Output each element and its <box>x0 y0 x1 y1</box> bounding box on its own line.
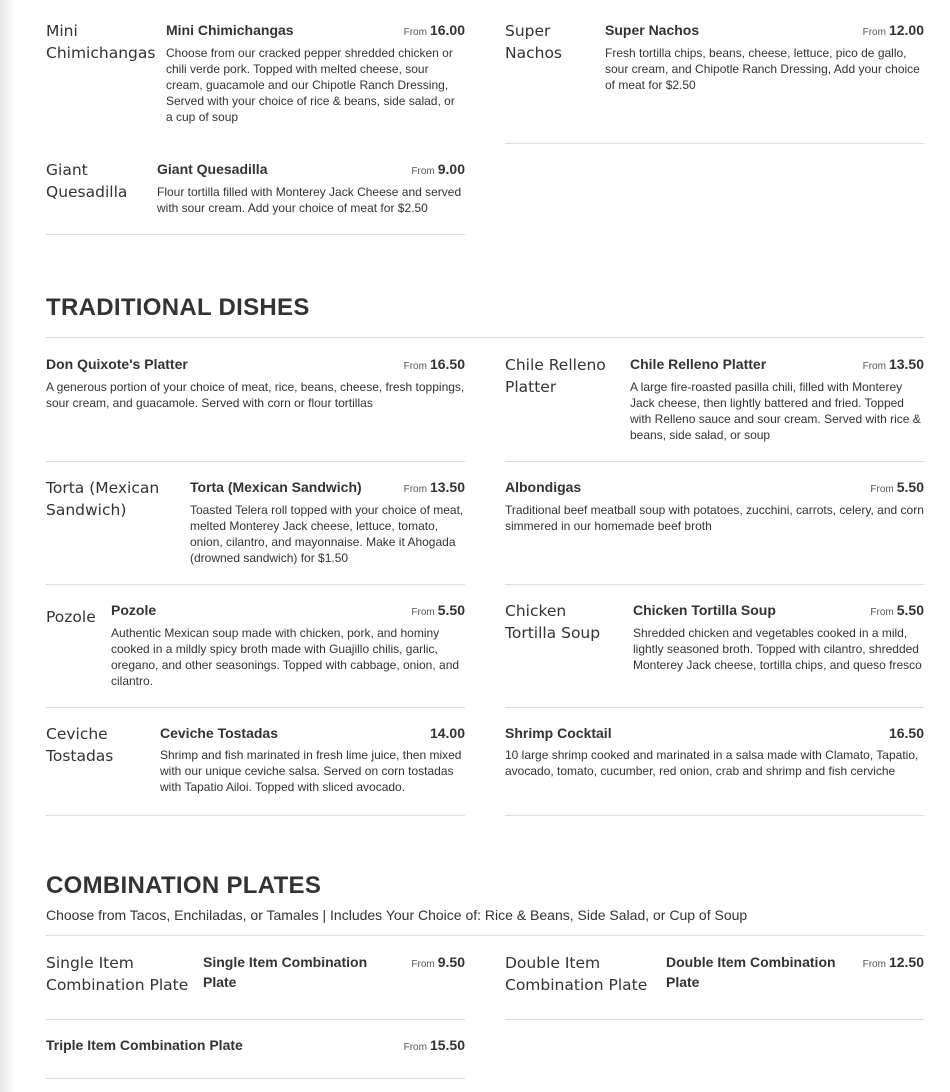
divider <box>46 707 465 708</box>
item-price: From 9.00 <box>411 161 465 177</box>
item-description: Shrimp and fish marinated in fresh lime juice, then mixed with our unique ceviche salsa. Served on corn tostadas with Tapatio Ailoi. Topped with sliced avocado. <box>160 748 462 794</box>
item-description: Authentic Mexican soup made with chicken, pork, and hominy cooked in a mildly spicy broth made with Guajillo chilis, garlic, oregano, and other seasonings. Topped with cabbage, onion, and cilantro. <box>111 626 460 688</box>
divider <box>46 461 465 462</box>
menu-item-albondigas[interactable] <box>505 477 924 572</box>
item-price: From 5.50 <box>411 602 465 618</box>
item-price: 14.00 <box>429 725 465 741</box>
item-price: From 13.50 <box>403 479 465 495</box>
item-name: Chicken Tortilla Soup <box>633 602 776 618</box>
menu-item-shrimp-cocktail[interactable] <box>505 723 924 813</box>
item-name: Super Nachos <box>605 22 700 38</box>
item-name: Chile Relleno Platter <box>630 356 767 372</box>
item-image[interactable]: Super Nachos <box>505 22 562 62</box>
section-divider <box>46 935 924 936</box>
item-price: From 15.50 <box>403 1037 465 1053</box>
divider <box>46 815 465 816</box>
divider <box>46 584 465 585</box>
divider <box>46 234 465 235</box>
divider <box>46 1078 465 1079</box>
menu-item-mini-chimichangas[interactable] <box>46 20 465 140</box>
menu-item-don-quixotes-platter[interactable] <box>46 354 465 444</box>
item-image[interactable]: Chicken Tortilla Soup <box>505 602 601 642</box>
section-subtitle-combination: Choose from Tacos, Enchiladas, or Tamales | Includes Your Choice of: Rice & Beans, Side Salad, or Cup of Soup <box>46 907 748 923</box>
item-price: 16.50 <box>888 725 924 741</box>
item-price: From 16.50 <box>403 356 465 372</box>
item-image[interactable]: Double Item Combination Plate <box>505 954 648 994</box>
item-price: From 13.50 <box>862 356 924 372</box>
item-name: Torta (Mexican Sandwich) <box>190 479 362 495</box>
divider <box>505 707 924 708</box>
item-image[interactable]: Torta (Mexican Sandwich) <box>46 479 160 519</box>
item-description: 10 large shrimp cooked and marinated in a salsa made with Clamato, Tapatio, avocado, tomato, cucumber, red onion, crab and shrimp and fish cerviche <box>505 748 919 778</box>
item-price: From 12.50 <box>862 954 924 970</box>
menu-item-chile-relleno-platter[interactable] <box>505 354 924 449</box>
item-name: Single Item Combination Plate <box>203 954 368 990</box>
menu-item-pozole[interactable] <box>46 600 465 695</box>
item-description: Flour tortilla filled with Monterey Jack Cheese and served with sour cream. Add your choice of meat for $2.50 <box>157 185 462 215</box>
item-price: From 5.50 <box>870 602 924 618</box>
menu-item-double-combination[interactable] <box>505 952 924 1012</box>
item-name: Shrimp Cocktail <box>505 725 612 741</box>
menu-item-giant-quesadilla[interactable] <box>46 159 465 229</box>
item-image[interactable]: Single Item Combination Plate <box>46 954 189 994</box>
item-name: Albondigas <box>505 479 582 495</box>
item-name: Pozole <box>111 602 157 618</box>
divider <box>505 461 924 462</box>
divider <box>505 143 924 144</box>
item-image[interactable]: Pozole <box>46 608 96 626</box>
item-image[interactable]: Chile Relleno Platter <box>505 356 606 396</box>
item-description: Traditional beef meatball soup with potatoes, zucchini, carrots, celery, and corn simmered in our homemade beef broth <box>505 503 924 533</box>
section-title-combination: COMBINATION PLATES <box>46 872 322 899</box>
item-price: From 5.50 <box>870 479 924 495</box>
item-description: Shredded chicken and vegetables cooked in a mild, lightly seasoned broth. Topped with cilantro, shredded Monterey Jack cheese, tortilla chips, and queso fresco <box>633 626 922 672</box>
item-image[interactable]: Giant Quesadilla <box>46 161 128 201</box>
item-description: Toasted Telera roll topped with your choice of meat, melted Monterey Jack cheese, lettuce, tomato, onion, cilantro, and mayonnaise. Make it Ahogada (drowned sandwich) for $1.50 <box>190 503 464 565</box>
divider <box>505 584 924 585</box>
divider <box>46 1019 465 1020</box>
item-price: From 16.00 <box>403 22 465 38</box>
item-name: Giant Quesadilla <box>157 161 268 177</box>
item-description: Choose from our cracked pepper shredded chicken or chili verde pork. Topped with melted cheese, sour cream, guacamole and our Chipotle Ranch Dressing, Served with your choice of rice & beans, side salad, or a cup of soup <box>166 46 455 124</box>
menu-item-chicken-tortilla-soup[interactable] <box>505 600 924 695</box>
item-description: Fresh tortilla chips, beans, cheese, lettuce, pico de gallo, sour cream, and Chipotle Ranch Dressing, Add your choice of meat for $2.50 <box>605 46 920 92</box>
item-name: Don Quixote's Platter <box>46 356 188 372</box>
item-name: Double Item Combination Plate <box>666 954 836 990</box>
divider <box>505 1019 924 1020</box>
item-image[interactable]: Ceviche Tostadas <box>46 725 114 765</box>
item-description: A generous portion of your choice of meat, rice, beans, cheese, fresh toppings, sour cream, and guacamole. Served with corn or flour tortillas <box>46 380 465 410</box>
item-image[interactable]: Mini Chimichangas <box>46 22 156 62</box>
item-name: Mini Chimichangas <box>166 22 294 38</box>
section-title-traditional: TRADITIONAL DISHES <box>46 294 310 321</box>
menu-item-single-combination[interactable] <box>46 952 465 1012</box>
section-divider <box>46 337 924 338</box>
menu-item-torta[interactable] <box>46 477 465 572</box>
menu-item-super-nachos[interactable] <box>505 20 924 130</box>
page-left-shadow <box>0 0 14 1092</box>
menu-item-triple-combination[interactable] <box>46 1035 465 1065</box>
item-name: Ceviche Tostadas <box>160 725 279 741</box>
divider <box>505 815 924 816</box>
menu-item-ceviche-tostadas[interactable] <box>46 723 465 813</box>
item-name: Triple Item Combination Plate <box>46 1037 243 1053</box>
item-price: From 9.50 <box>411 954 465 970</box>
item-description: A large fire-roasted pasilla chili, filled with Monterey Jack cheese, then lightly battered and fried. Topped with Relleno sauce and sour cream. Served with rice & beans, side salad, or soup <box>630 380 921 442</box>
item-price: From 12.00 <box>862 22 924 38</box>
